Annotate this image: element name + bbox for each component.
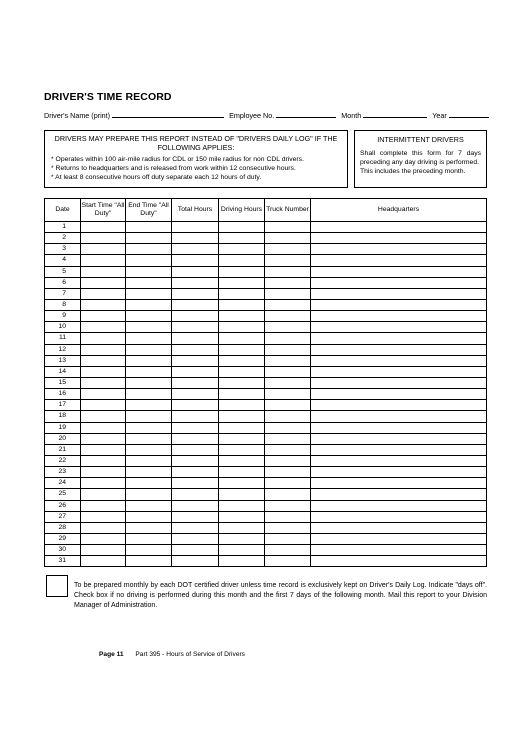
no-driving-checkbox[interactable]: [46, 575, 68, 597]
total-hours-cell[interactable]: [172, 500, 219, 511]
end-time-cell[interactable]: [126, 433, 172, 444]
headquarters-cell[interactable]: [311, 467, 487, 478]
end-time-cell[interactable]: [126, 522, 172, 533]
end-time-cell[interactable]: [126, 233, 172, 244]
date-cell: 17: [45, 400, 81, 411]
total-hours-cell[interactable]: [172, 233, 219, 244]
date-cell: 10: [45, 322, 81, 333]
driving-hours-cell[interactable]: [219, 455, 265, 466]
date-cell: 16: [45, 389, 81, 400]
driving-hours-cell[interactable]: [219, 366, 265, 377]
end-time-cell[interactable]: [126, 266, 172, 277]
table-row: [45, 433, 487, 444]
start-time-cell[interactable]: [81, 377, 126, 388]
end-time-cell[interactable]: [126, 311, 172, 322]
end-time-cell[interactable]: [126, 545, 172, 556]
headquarters-cell[interactable]: [311, 444, 487, 455]
footer-part-title: Part 395 - Hours of Service of Drivers: [135, 651, 245, 658]
table-row: [45, 400, 487, 411]
date-cell: 19: [45, 422, 81, 433]
driving-hours-cell[interactable]: [219, 322, 265, 333]
headquarters-cell[interactable]: [311, 411, 487, 422]
table-row: [45, 355, 487, 366]
driving-hours-cell[interactable]: [219, 411, 265, 422]
exemption-bullet: * Operates within 100 air-mile radius for CDL or 150 mile radius for non CDL drivers.: [51, 156, 304, 163]
date-cell: 12: [45, 344, 81, 355]
table-row: [45, 277, 487, 288]
end-time-cell[interactable]: [126, 511, 172, 522]
date-cell: 13: [45, 355, 81, 366]
truck-number-cell[interactable]: [265, 377, 311, 388]
date-cell: 28: [45, 522, 81, 533]
truck-number-cell[interactable]: [265, 277, 311, 288]
table-row: [45, 366, 487, 377]
headquarters-cell[interactable]: [311, 478, 487, 489]
driving-hours-cell[interactable]: [219, 467, 265, 478]
truck-number-cell[interactable]: [265, 299, 311, 310]
driving-hours-cell[interactable]: [219, 533, 265, 544]
end-time-cell[interactable]: [126, 277, 172, 288]
start-time-cell[interactable]: [81, 366, 126, 377]
total-hours-cell[interactable]: [172, 444, 219, 455]
start-time-cell[interactable]: [81, 455, 126, 466]
end-time-cell[interactable]: [126, 400, 172, 411]
truck-number-cell[interactable]: [265, 522, 311, 533]
col-header-total-hours: Total Hours: [172, 199, 219, 222]
date-cell: 25: [45, 489, 81, 500]
col-header-headquarters: Headquarters: [311, 199, 487, 222]
col-header-truck-number: Truck Number: [265, 199, 311, 222]
end-time-cell[interactable]: [126, 467, 172, 478]
date-cell: 11: [45, 333, 81, 344]
page-footer: [99, 651, 245, 658]
headquarters-cell[interactable]: [311, 299, 487, 310]
table-row: [45, 444, 487, 455]
truck-number-cell[interactable]: [265, 422, 311, 433]
table-row: [45, 333, 487, 344]
start-time-cell[interactable]: [81, 277, 126, 288]
start-time-cell[interactable]: [81, 411, 126, 422]
headquarters-cell[interactable]: [311, 233, 487, 244]
driving-hours-cell[interactable]: [219, 489, 265, 500]
headquarters-cell[interactable]: [311, 377, 487, 388]
driving-hours-cell[interactable]: [219, 266, 265, 277]
end-time-cell[interactable]: [126, 389, 172, 400]
table-row: [45, 288, 487, 299]
truck-number-cell[interactable]: [265, 500, 311, 511]
table-header-row: [45, 199, 487, 222]
date-cell: 4: [45, 255, 81, 266]
headquarters-cell[interactable]: [311, 366, 487, 377]
headquarters-cell[interactable]: [311, 244, 487, 255]
headquarters-cell[interactable]: [311, 522, 487, 533]
start-time-cell[interactable]: [81, 522, 126, 533]
employee-no-label: Employee No.: [229, 111, 275, 120]
headquarters-cell[interactable]: [311, 422, 487, 433]
exemption-box: [44, 130, 348, 188]
total-hours-cell[interactable]: [172, 355, 219, 366]
driving-hours-cell[interactable]: [219, 444, 265, 455]
start-time-cell[interactable]: [81, 556, 126, 567]
headquarters-cell[interactable]: [311, 222, 487, 233]
end-time-cell[interactable]: [126, 344, 172, 355]
truck-number-cell[interactable]: [265, 478, 311, 489]
end-time-cell[interactable]: [126, 533, 172, 544]
col-header-driving-hours: Driving Hours: [219, 199, 265, 222]
driving-hours-cell[interactable]: [219, 389, 265, 400]
date-cell: 5: [45, 266, 81, 277]
truck-number-cell[interactable]: [265, 533, 311, 544]
start-time-cell[interactable]: [81, 489, 126, 500]
end-time-cell[interactable]: [126, 478, 172, 489]
exemption-bullet: * Returns to headquarters and is released from work within 12 consecutive hours.: [51, 165, 296, 173]
start-time-cell[interactable]: [81, 389, 126, 400]
truck-number-cell[interactable]: [265, 545, 311, 556]
date-cell: 23: [45, 467, 81, 478]
start-time-cell[interactable]: [81, 233, 126, 244]
date-cell: 14: [45, 366, 81, 377]
driving-hours-cell[interactable]: [219, 522, 265, 533]
headquarters-cell[interactable]: [311, 500, 487, 511]
start-time-cell[interactable]: [81, 422, 126, 433]
driving-hours-cell[interactable]: [219, 478, 265, 489]
total-hours-cell[interactable]: [172, 489, 219, 500]
instructions-note: To be prepared monthly by each DOT certified driver unless time record is exclusively kept on Driver's Daily Log. Indicate "days off". Check box if no driving is performed during this month and the first 7 days of the following month. Mail this report to your Division Manager of Administration.: [74, 582, 487, 609]
end-time-cell[interactable]: [126, 444, 172, 455]
start-time-cell[interactable]: [81, 511, 126, 522]
table-row: [45, 455, 487, 466]
end-time-cell[interactable]: [126, 333, 172, 344]
intermittent-box: [354, 130, 487, 188]
date-cell: 30: [45, 545, 81, 556]
total-hours-cell[interactable]: [172, 333, 219, 344]
table-row: [45, 511, 487, 522]
end-time-cell[interactable]: [126, 366, 172, 377]
truck-number-cell[interactable]: [265, 244, 311, 255]
truck-number-cell[interactable]: [265, 366, 311, 377]
end-time-cell[interactable]: [126, 455, 172, 466]
table-row: [45, 377, 487, 388]
total-hours-cell[interactable]: [172, 467, 219, 478]
start-time-cell[interactable]: [81, 478, 126, 489]
end-time-cell[interactable]: [126, 355, 172, 366]
total-hours-cell[interactable]: [172, 344, 219, 355]
col-header-start-time: Start Time "All Duty": [81, 199, 126, 222]
driving-hours-cell[interactable]: [219, 545, 265, 556]
start-time-cell[interactable]: [81, 400, 126, 411]
truck-number-cell[interactable]: [265, 556, 311, 567]
headquarters-cell[interactable]: [311, 344, 487, 355]
table-row: [45, 389, 487, 400]
total-hours-cell[interactable]: [172, 522, 219, 533]
total-hours-cell[interactable]: [172, 311, 219, 322]
date-cell: 20: [45, 433, 81, 444]
year-label: Year: [432, 111, 447, 120]
headquarters-cell[interactable]: [311, 288, 487, 299]
headquarters-cell[interactable]: [311, 255, 487, 266]
total-hours-cell[interactable]: [172, 389, 219, 400]
end-time-cell[interactable]: [126, 556, 172, 567]
driving-hours-cell[interactable]: [219, 255, 265, 266]
intermittent-text-2: This includes the preceding month.: [360, 168, 466, 176]
table-row: [45, 222, 487, 233]
headquarters-cell[interactable]: [311, 533, 487, 544]
start-time-cell[interactable]: [81, 355, 126, 366]
start-time-cell[interactable]: [81, 333, 126, 344]
driving-hours-cell[interactable]: [219, 244, 265, 255]
total-hours-cell[interactable]: [172, 244, 219, 255]
table-row: [45, 344, 487, 355]
headquarters-cell[interactable]: [311, 556, 487, 567]
end-time-cell[interactable]: [126, 244, 172, 255]
table-row: [45, 467, 487, 478]
date-cell: 29: [45, 533, 81, 544]
headquarters-cell[interactable]: [311, 545, 487, 556]
total-hours-cell[interactable]: [172, 277, 219, 288]
headquarters-cell[interactable]: [311, 489, 487, 500]
truck-number-cell[interactable]: [265, 389, 311, 400]
start-time-cell[interactable]: [81, 266, 126, 277]
date-cell: 2: [45, 233, 81, 244]
start-time-cell[interactable]: [81, 244, 126, 255]
table-body: [45, 222, 487, 567]
total-hours-cell[interactable]: [172, 556, 219, 567]
end-time-cell[interactable]: [126, 489, 172, 500]
start-time-cell[interactable]: [81, 444, 126, 455]
start-time-cell[interactable]: [81, 467, 126, 478]
table-row: [45, 478, 487, 489]
intermittent-heading: INTERMITTENT DRIVERS: [377, 135, 464, 144]
date-cell: 8: [45, 299, 81, 310]
end-time-cell[interactable]: [126, 422, 172, 433]
month-label: Month: [341, 111, 362, 120]
end-time-cell[interactable]: [126, 322, 172, 333]
table-row: [45, 244, 487, 255]
start-time-cell[interactable]: [81, 545, 126, 556]
total-hours-cell[interactable]: [172, 377, 219, 388]
driving-hours-cell[interactable]: [219, 422, 265, 433]
driving-hours-cell[interactable]: [219, 355, 265, 366]
employee-no-field[interactable]: [276, 110, 336, 118]
table-row: [45, 255, 487, 266]
truck-number-cell[interactable]: [265, 411, 311, 422]
total-hours-cell[interactable]: [172, 366, 219, 377]
driving-hours-cell[interactable]: [219, 277, 265, 288]
headquarters-cell[interactable]: [311, 322, 487, 333]
headquarters-cell[interactable]: [311, 433, 487, 444]
start-time-cell[interactable]: [81, 299, 126, 310]
start-time-cell[interactable]: [81, 311, 126, 322]
time-record-table: [44, 198, 487, 567]
total-hours-cell[interactable]: [172, 411, 219, 422]
end-time-cell[interactable]: [126, 255, 172, 266]
driving-hours-cell[interactable]: [219, 233, 265, 244]
truck-number-cell[interactable]: [265, 333, 311, 344]
headquarters-cell[interactable]: [311, 455, 487, 466]
headquarters-cell[interactable]: [311, 266, 487, 277]
table-row: [45, 533, 487, 544]
end-time-cell[interactable]: [126, 377, 172, 388]
total-hours-cell[interactable]: [172, 322, 219, 333]
start-time-cell[interactable]: [81, 433, 126, 444]
driver-name-label: Driver's Name (print): [44, 111, 111, 120]
page-number: Page 11: [99, 651, 124, 658]
truck-number-cell[interactable]: [265, 444, 311, 455]
truck-number-cell[interactable]: [265, 311, 311, 322]
date-cell: 26: [45, 500, 81, 511]
truck-number-cell[interactable]: [265, 233, 311, 244]
intermittent-text: Shall complete this form for 7 days preceding any day driving is performed.: [360, 150, 481, 167]
table-row: [45, 545, 487, 556]
driving-hours-cell[interactable]: [219, 511, 265, 522]
table-row: [45, 411, 487, 422]
truck-number-cell[interactable]: [265, 344, 311, 355]
table-row: [45, 500, 487, 511]
truck-number-cell[interactable]: [265, 455, 311, 466]
truck-number-cell[interactable]: [265, 433, 311, 444]
truck-number-cell[interactable]: [265, 511, 311, 522]
end-time-cell[interactable]: [126, 222, 172, 233]
total-hours-cell[interactable]: [172, 288, 219, 299]
driving-hours-cell[interactable]: [219, 344, 265, 355]
table-row: [45, 322, 487, 333]
total-hours-cell[interactable]: [172, 455, 219, 466]
start-time-cell[interactable]: [81, 288, 126, 299]
driving-hours-cell[interactable]: [219, 500, 265, 511]
driver-info-line: [44, 110, 489, 120]
end-time-cell[interactable]: [126, 299, 172, 310]
total-hours-cell[interactable]: [172, 545, 219, 556]
driving-hours-cell[interactable]: [219, 400, 265, 411]
date-cell: 27: [45, 511, 81, 522]
form-title: DRIVER'S TIME RECORD: [44, 91, 172, 103]
start-time-cell[interactable]: [81, 533, 126, 544]
total-hours-cell[interactable]: [172, 400, 219, 411]
exemption-heading: DRIVERS MAY PREPARE THIS REPORT INSTEAD OF "DRIVERS DAILY LOG" IF THE FOLLOWING APPLIES:: [54, 134, 338, 152]
headquarters-cell[interactable]: [311, 355, 487, 366]
date-cell: 9: [45, 311, 81, 322]
total-hours-cell[interactable]: [172, 478, 219, 489]
truck-number-cell[interactable]: [265, 322, 311, 333]
table-row: [45, 266, 487, 277]
total-hours-cell[interactable]: [172, 255, 219, 266]
driving-hours-cell[interactable]: [219, 333, 265, 344]
start-time-cell[interactable]: [81, 255, 126, 266]
driving-hours-cell[interactable]: [219, 222, 265, 233]
exemption-bullet: * At least 8 consecutive hours off duty separate each 12 hours of duty.: [51, 174, 262, 182]
headquarters-cell[interactable]: [311, 511, 487, 522]
date-cell: 22: [45, 455, 81, 466]
date-cell: 24: [45, 478, 81, 489]
truck-number-cell[interactable]: [265, 255, 311, 266]
date-cell: 31: [45, 556, 81, 567]
table-row: [45, 489, 487, 500]
headquarters-cell[interactable]: [311, 311, 487, 322]
driving-hours-cell[interactable]: [219, 556, 265, 567]
total-hours-cell[interactable]: [172, 433, 219, 444]
date-cell: 15: [45, 377, 81, 388]
end-time-cell[interactable]: [126, 411, 172, 422]
table-row: [45, 422, 487, 433]
driving-hours-cell[interactable]: [219, 311, 265, 322]
start-time-cell[interactable]: [81, 500, 126, 511]
headquarters-cell[interactable]: [311, 333, 487, 344]
end-time-cell[interactable]: [126, 288, 172, 299]
month-field[interactable]: [363, 110, 427, 118]
truck-number-cell[interactable]: [265, 355, 311, 366]
date-cell: 7: [45, 288, 81, 299]
date-cell: 21: [45, 444, 81, 455]
date-cell: 1: [45, 222, 81, 233]
total-hours-cell[interactable]: [172, 533, 219, 544]
truck-number-cell[interactable]: [265, 400, 311, 411]
col-header-end-time: End Time "All Duty": [126, 199, 172, 222]
date-cell: 18: [45, 411, 81, 422]
driving-hours-cell[interactable]: [219, 299, 265, 310]
table-row: [45, 233, 487, 244]
exemption-bullets: [51, 155, 347, 183]
table-row: [45, 522, 487, 533]
total-hours-cell[interactable]: [172, 266, 219, 277]
headquarters-cell[interactable]: [311, 277, 487, 288]
driving-hours-cell[interactable]: [219, 377, 265, 388]
truck-number-cell[interactable]: [265, 266, 311, 277]
truck-number-cell[interactable]: [265, 489, 311, 500]
truck-number-cell[interactable]: [265, 288, 311, 299]
headquarters-cell[interactable]: [311, 389, 487, 400]
total-hours-cell[interactable]: [172, 222, 219, 233]
total-hours-cell[interactable]: [172, 299, 219, 310]
col-header-date: Date: [45, 199, 81, 222]
start-time-cell[interactable]: [81, 344, 126, 355]
table-row: [45, 299, 487, 310]
year-field[interactable]: [449, 110, 489, 118]
date-cell: 6: [45, 277, 81, 288]
driving-hours-cell[interactable]: [219, 433, 265, 444]
table-row: [45, 311, 487, 322]
total-hours-cell[interactable]: [172, 422, 219, 433]
end-time-cell[interactable]: [126, 500, 172, 511]
driving-hours-cell[interactable]: [219, 288, 265, 299]
date-cell: 3: [45, 244, 81, 255]
truck-number-cell[interactable]: [265, 222, 311, 233]
start-time-cell[interactable]: [81, 222, 126, 233]
total-hours-cell[interactable]: [172, 511, 219, 522]
headquarters-cell[interactable]: [311, 400, 487, 411]
truck-number-cell[interactable]: [265, 467, 311, 478]
table-row: [45, 556, 487, 567]
start-time-cell[interactable]: [81, 322, 126, 333]
driver-name-field[interactable]: [112, 110, 224, 118]
